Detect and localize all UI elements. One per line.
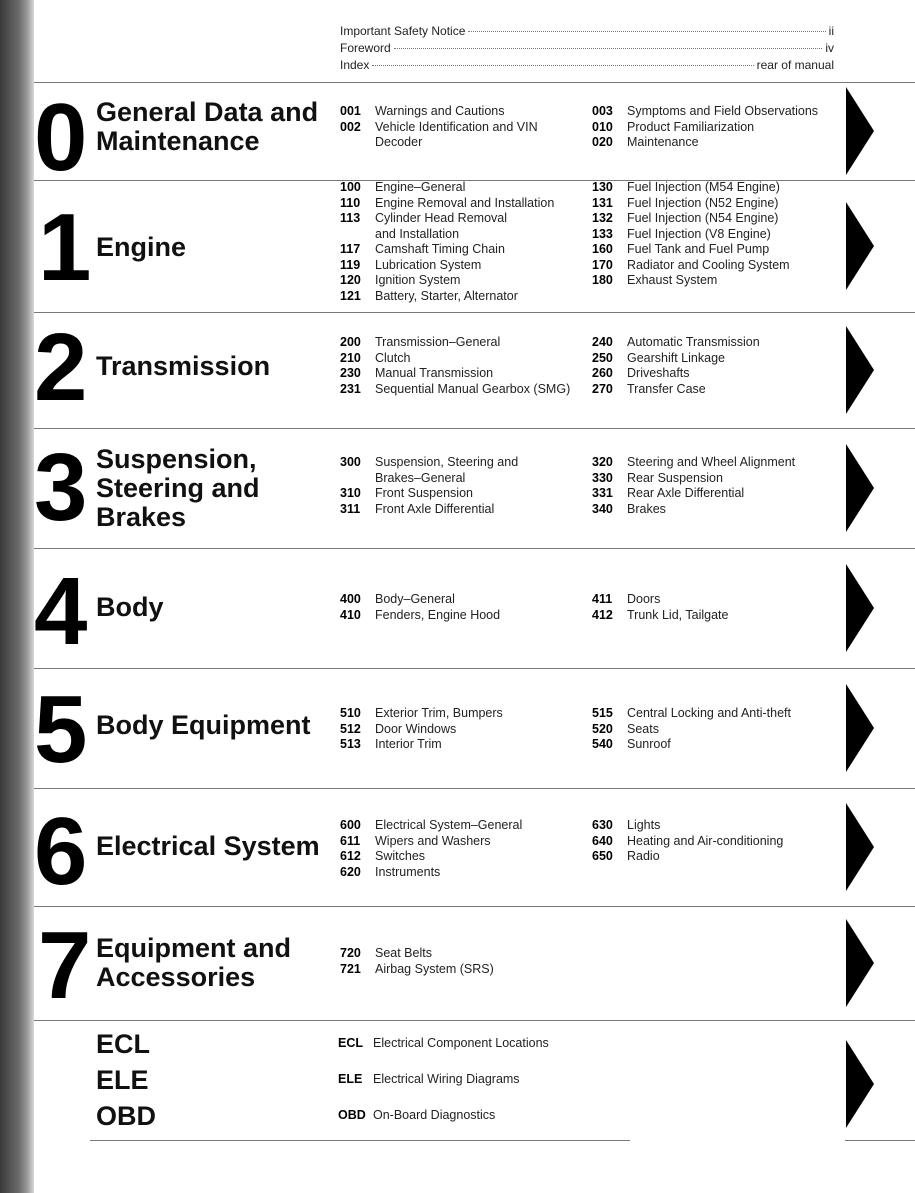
- chapter-label: Heating and Air-conditioning: [627, 833, 784, 848]
- chapter-label: Fenders, Engine Hood: [375, 607, 501, 622]
- chapter-code: 400: [340, 592, 361, 606]
- chapter-code: 001: [340, 104, 361, 118]
- chapter-code: 100: [340, 180, 361, 194]
- chapter-list-left: [340, 455, 518, 517]
- chapter-entry[interactable]: [592, 706, 791, 722]
- chapter-list-left: [340, 818, 522, 880]
- chapter-entry[interactable]: [592, 366, 760, 382]
- chapter-code: 010: [592, 119, 613, 134]
- chapter-code: 003: [592, 104, 613, 118]
- chapter-entry[interactable]: [340, 335, 570, 351]
- chapter-label: Fuel Injection (N54 Engine): [627, 211, 779, 225]
- appendix-code-heading[interactable]: ELE: [96, 1065, 149, 1095]
- chapter-list-right: [592, 104, 818, 151]
- section-1[interactable]: [34, 180, 915, 312]
- chapter-entry[interactable]: [340, 608, 500, 624]
- section-2[interactable]: [34, 312, 915, 428]
- chapter-code: 200: [340, 335, 361, 349]
- chapter-label: Rear Axle Differential: [627, 486, 745, 500]
- chapter-label: Fuel Tank and Fuel Pump: [627, 242, 770, 256]
- chapter-label: Lights: [627, 818, 661, 832]
- chapter-label: Transmission–General: [375, 335, 501, 349]
- chapter-code: 620: [340, 864, 361, 879]
- chapter-label: and Installation: [375, 226, 460, 241]
- chapter-code: 020: [592, 135, 613, 149]
- chapter-code: 110: [340, 195, 361, 210]
- section-title[interactable]: Body: [96, 592, 164, 622]
- chapter-code: 113: [340, 211, 361, 225]
- chapter-entry[interactable]: [340, 196, 554, 212]
- chapter-entry[interactable]: [340, 502, 518, 518]
- chapter-list-right: [592, 592, 728, 623]
- chapter-code: 180: [592, 273, 613, 287]
- chapter-list-left: [340, 335, 570, 397]
- section-number: 1: [38, 194, 90, 301]
- section-tab-arrow-icon[interactable]: [846, 803, 874, 891]
- appendix-label: Electrical Wiring Diagrams: [373, 1072, 520, 1086]
- chapter-entry[interactable]: [592, 273, 790, 289]
- appendix-label: On-Board Diagnostics: [373, 1108, 496, 1122]
- chapter-entry[interactable]: [592, 120, 818, 136]
- chapter-entry[interactable]: [592, 849, 783, 865]
- chapter-entry[interactable]: [592, 608, 728, 624]
- front-matter-label: Important Safety Notice: [340, 24, 466, 38]
- chapter-code: 250: [592, 350, 613, 365]
- chapter-label: Product Familiarization: [627, 119, 755, 134]
- chapter-entry[interactable]: [340, 946, 494, 962]
- chapter-entry[interactable]: [340, 366, 570, 382]
- chapter-label: Exhaust System: [627, 273, 718, 287]
- chapter-code: 331: [592, 486, 613, 500]
- chapter-entry[interactable]: [592, 737, 791, 753]
- chapter-entry[interactable]: [340, 737, 503, 753]
- chapter-code: 120: [340, 273, 361, 287]
- section-title[interactable]: Equipment and Accessories: [96, 933, 291, 992]
- section-tab-arrow-icon[interactable]: [846, 919, 874, 1007]
- chapter-entry[interactable]: [340, 818, 522, 834]
- section-tab-arrow-icon[interactable]: [846, 326, 874, 414]
- chapter-label: Fuel Injection (M54 Engine): [627, 180, 780, 194]
- chapter-label: Sequential Manual Gearbox (SMG): [375, 381, 571, 396]
- chapter-label: Wipers and Washers: [375, 833, 491, 848]
- chapter-code: 119: [340, 257, 361, 272]
- chapter-entry[interactable]: [340, 486, 518, 502]
- chapter-code: 520: [592, 721, 613, 736]
- chapter-code: 320: [592, 455, 613, 469]
- chapter-list-left: [340, 180, 554, 304]
- chapter-label: Symptoms and Field Observations: [627, 104, 819, 118]
- chapter-code: 210: [340, 350, 361, 365]
- front-matter-label: Index: [340, 58, 370, 72]
- chapter-label: Cylinder Head Removal: [375, 211, 508, 225]
- chapter-label: Radiator and Cooling System: [627, 257, 790, 272]
- chapter-code: 160: [592, 242, 613, 256]
- appendix-code: ECL: [338, 1036, 363, 1050]
- chapter-entry[interactable]: [340, 104, 538, 120]
- chapter-label: Steering and Wheel Alignment: [627, 455, 796, 469]
- chapter-label: Airbag System (SRS): [375, 961, 494, 976]
- chapter-code: 170: [592, 257, 613, 272]
- chapter-entry[interactable]: [592, 722, 791, 738]
- section-title[interactable]: Engine: [96, 232, 187, 262]
- chapter-label: Clutch: [375, 350, 411, 365]
- chapter-entry[interactable]: [592, 335, 760, 351]
- chapter-code: [340, 135, 375, 151]
- chapter-label: Front Axle Differential: [375, 501, 495, 516]
- chapter-code: 330: [592, 470, 613, 485]
- chapter-label: Sunroof: [627, 737, 671, 751]
- chapter-code: 510: [340, 706, 361, 720]
- front-matter-row[interactable]: [340, 58, 834, 75]
- chapter-list-left: [340, 592, 500, 623]
- chapter-code: 412: [592, 607, 613, 622]
- section-number: 4: [34, 558, 86, 665]
- section-number: 2: [34, 314, 86, 421]
- chapter-label: Radio: [627, 849, 660, 863]
- chapter-code: 270: [592, 381, 613, 396]
- chapter-entry[interactable]: [340, 180, 554, 196]
- appendix-tab-arrow-icon[interactable]: [846, 1040, 874, 1128]
- chapter-entry[interactable]: [592, 834, 783, 850]
- chapter-list-left: [340, 946, 494, 977]
- front-matter: [340, 24, 834, 75]
- chapter-label: Body–General: [375, 592, 455, 606]
- chapter-code: 300: [340, 455, 361, 469]
- chapter-label: Suspension, Steering and: [375, 455, 519, 469]
- chapter-entry[interactable]: [340, 351, 570, 367]
- chapter-code: 600: [340, 818, 361, 832]
- chapter-code: 311: [340, 501, 361, 516]
- chapter-entry[interactable]: [340, 722, 503, 738]
- chapter-code: 515: [592, 706, 613, 720]
- chapter-label: Switches: [375, 849, 426, 863]
- section-number: 6: [34, 798, 86, 905]
- front-matter-row[interactable]: [340, 41, 834, 58]
- section-divider: [34, 1020, 915, 1021]
- appendix-entry[interactable]: [338, 1035, 549, 1051]
- chapter-code: 240: [592, 335, 613, 349]
- chapter-label: Engine Removal and Installation: [375, 195, 555, 210]
- chapter-entry[interactable]: [340, 211, 554, 227]
- section-title[interactable]: General Data and Maintenance: [96, 97, 319, 156]
- chapter-entry[interactable]: [340, 471, 518, 487]
- section-number: 7: [38, 912, 90, 1019]
- chapter-code: 721: [340, 961, 361, 976]
- chapter-entry[interactable]: [592, 258, 790, 274]
- chapter-code: 540: [592, 737, 613, 751]
- chapter-code: 630: [592, 818, 613, 832]
- chapter-label: Ignition System: [375, 273, 461, 287]
- chapter-label: Seats: [627, 721, 659, 736]
- chapter-entry[interactable]: [340, 242, 554, 258]
- section-tab-arrow-icon[interactable]: [846, 87, 874, 175]
- chapter-entry[interactable]: [340, 834, 522, 850]
- chapter-code: 650: [592, 849, 613, 863]
- chapter-entry[interactable]: [592, 455, 795, 471]
- chapter-label: Vehicle Identification and VIN: [375, 119, 538, 134]
- chapter-code: 260: [592, 366, 613, 380]
- chapter-entry[interactable]: [340, 120, 538, 136]
- front-matter-label: Foreword: [340, 41, 391, 55]
- chapter-entry[interactable]: [340, 962, 494, 978]
- chapter-list-right: [592, 180, 790, 289]
- chapter-entry[interactable]: [592, 180, 790, 196]
- chapter-label: Warnings and Cautions: [375, 104, 505, 118]
- chapter-label: Driveshafts: [627, 366, 690, 380]
- chapter-entry[interactable]: [592, 486, 795, 502]
- chapter-label: Automatic Transmission: [627, 335, 760, 349]
- section-tab-arrow-icon[interactable]: [846, 202, 874, 290]
- chapter-code: 121: [340, 288, 361, 303]
- chapter-entry[interactable]: [340, 706, 503, 722]
- section-title[interactable]: Suspension, Steering and Brakes: [96, 444, 260, 532]
- section-tab-arrow-icon[interactable]: [846, 684, 874, 772]
- chapter-list-right: [592, 706, 791, 753]
- chapter-label: Fuel Injection (V8 Engine): [627, 226, 771, 241]
- page-edge-shadow: [0, 0, 34, 1193]
- chapter-list-right: [592, 455, 795, 517]
- chapter-label: Lubrication System: [375, 257, 482, 272]
- chapter-entry[interactable]: [340, 227, 554, 243]
- chapter-label: Electrical System–General: [375, 818, 523, 832]
- chapter-code: 133: [592, 226, 613, 241]
- chapter-entry[interactable]: [592, 351, 760, 367]
- chapter-entry[interactable]: [592, 818, 783, 834]
- section-title[interactable]: Body Equipment: [96, 710, 311, 740]
- appendix-code-heading[interactable]: ECL: [96, 1029, 150, 1059]
- chapter-label: Instruments: [375, 864, 441, 879]
- appendix-code-heading[interactable]: OBD: [96, 1101, 156, 1131]
- chapter-label: Seat Belts: [375, 946, 432, 960]
- chapter-code: 340: [592, 501, 613, 516]
- chapter-label: Interior Trim: [375, 737, 442, 751]
- chapter-label: Fuel Injection (N52 Engine): [627, 195, 779, 210]
- front-matter-row[interactable]: [340, 24, 834, 41]
- chapter-entry[interactable]: [340, 273, 554, 289]
- section-number: 0: [34, 84, 86, 191]
- front-matter-page: rear of manual: [756, 58, 834, 72]
- section-7[interactable]: [34, 906, 915, 1020]
- appendix-entry[interactable]: [338, 1071, 520, 1087]
- chapter-code: 132: [592, 211, 613, 225]
- chapter-list-right: [592, 335, 760, 397]
- chapter-list-right: [592, 818, 783, 865]
- chapter-label: Camshaft Timing Chain: [375, 242, 505, 256]
- appendix-code: ELE: [338, 1072, 363, 1086]
- chapter-label: Door Windows: [375, 721, 457, 736]
- chapter-entry[interactable]: [340, 258, 554, 274]
- dot-leader: [468, 31, 825, 32]
- chapter-label: Doors: [627, 592, 661, 606]
- chapter-code: 640: [592, 833, 613, 848]
- chapter-entry[interactable]: [592, 502, 795, 518]
- dot-leader: [372, 65, 753, 66]
- chapter-label: Central Locking and Anti-theft: [627, 706, 791, 720]
- chapter-label: Rear Suspension: [627, 470, 723, 485]
- chapter-code: 411: [592, 592, 613, 606]
- dot-leader: [394, 48, 823, 49]
- chapter-entry[interactable]: [592, 135, 818, 151]
- chapter-entry[interactable]: [592, 211, 790, 227]
- section-tab-arrow-icon[interactable]: [846, 564, 874, 652]
- chapter-entry[interactable]: [592, 242, 790, 258]
- chapter-entry[interactable]: [340, 849, 522, 865]
- chapter-code: 410: [340, 607, 361, 622]
- chapter-code: [340, 227, 375, 243]
- chapter-code: 002: [340, 119, 361, 134]
- chapter-code: 130: [592, 180, 613, 194]
- chapter-entry[interactable]: [340, 135, 538, 151]
- chapter-label: Battery, Starter, Alternator: [375, 288, 518, 303]
- section-5[interactable]: [34, 668, 915, 788]
- chapter-label: Trunk Lid, Tailgate: [627, 607, 729, 622]
- chapter-code: 512: [340, 721, 361, 736]
- chapter-code: 117: [340, 242, 361, 256]
- chapter-label: Front Suspension: [375, 486, 473, 500]
- appendix-code: OBD: [338, 1108, 366, 1122]
- chapter-entry[interactable]: [592, 104, 818, 120]
- chapter-code: 230: [340, 366, 361, 380]
- front-matter-page: ii: [828, 24, 834, 38]
- chapter-label: Manual Transmission: [375, 366, 494, 380]
- chapter-label: Decoder: [375, 135, 423, 149]
- section-6[interactable]: [34, 788, 915, 906]
- chapter-label: Engine–General: [375, 180, 466, 194]
- section-number: 5: [34, 676, 86, 783]
- chapter-label: Brakes: [627, 501, 666, 516]
- chapter-code: 310: [340, 486, 361, 500]
- chapter-entry[interactable]: [592, 592, 728, 608]
- chapter-entry[interactable]: [340, 865, 522, 881]
- section-divider: [90, 1140, 630, 1141]
- chapter-code: [340, 471, 375, 487]
- section-title[interactable]: Transmission: [96, 351, 271, 381]
- section-3[interactable]: [34, 428, 915, 548]
- chapter-entry[interactable]: [340, 455, 518, 471]
- chapter-code: 231: [340, 381, 361, 396]
- chapter-entry[interactable]: [592, 471, 795, 487]
- chapter-label: Gearshift Linkage: [627, 350, 725, 365]
- chapter-code: 720: [340, 946, 361, 960]
- chapter-entry[interactable]: [592, 382, 760, 398]
- chapter-entry[interactable]: [592, 196, 790, 212]
- section-title[interactable]: Electrical System: [96, 831, 320, 861]
- section-tab-arrow-icon[interactable]: [846, 444, 874, 532]
- chapter-list-left: [340, 104, 538, 151]
- section-number: 3: [34, 434, 86, 541]
- chapter-entry[interactable]: [340, 592, 500, 608]
- chapter-code: 513: [340, 737, 361, 751]
- chapter-entry[interactable]: [592, 227, 790, 243]
- section-divider: [845, 1140, 915, 1141]
- chapter-label: Brakes–General: [375, 470, 466, 485]
- chapter-label: Transfer Case: [627, 381, 706, 396]
- section-4[interactable]: [34, 548, 915, 668]
- chapter-list-left: [340, 706, 503, 753]
- chapter-label: Maintenance: [627, 135, 699, 149]
- appendix-entry[interactable]: [338, 1107, 495, 1123]
- chapter-entry[interactable]: [340, 289, 554, 305]
- appendix-label: Electrical Component Locations: [373, 1036, 549, 1050]
- chapter-code: 131: [592, 195, 613, 210]
- chapter-entry[interactable]: [340, 382, 570, 398]
- chapter-code: 612: [340, 849, 361, 863]
- front-matter-page: iv: [825, 41, 834, 55]
- chapter-code: 611: [340, 833, 361, 848]
- chapter-label: Exterior Trim, Bumpers: [375, 706, 503, 720]
